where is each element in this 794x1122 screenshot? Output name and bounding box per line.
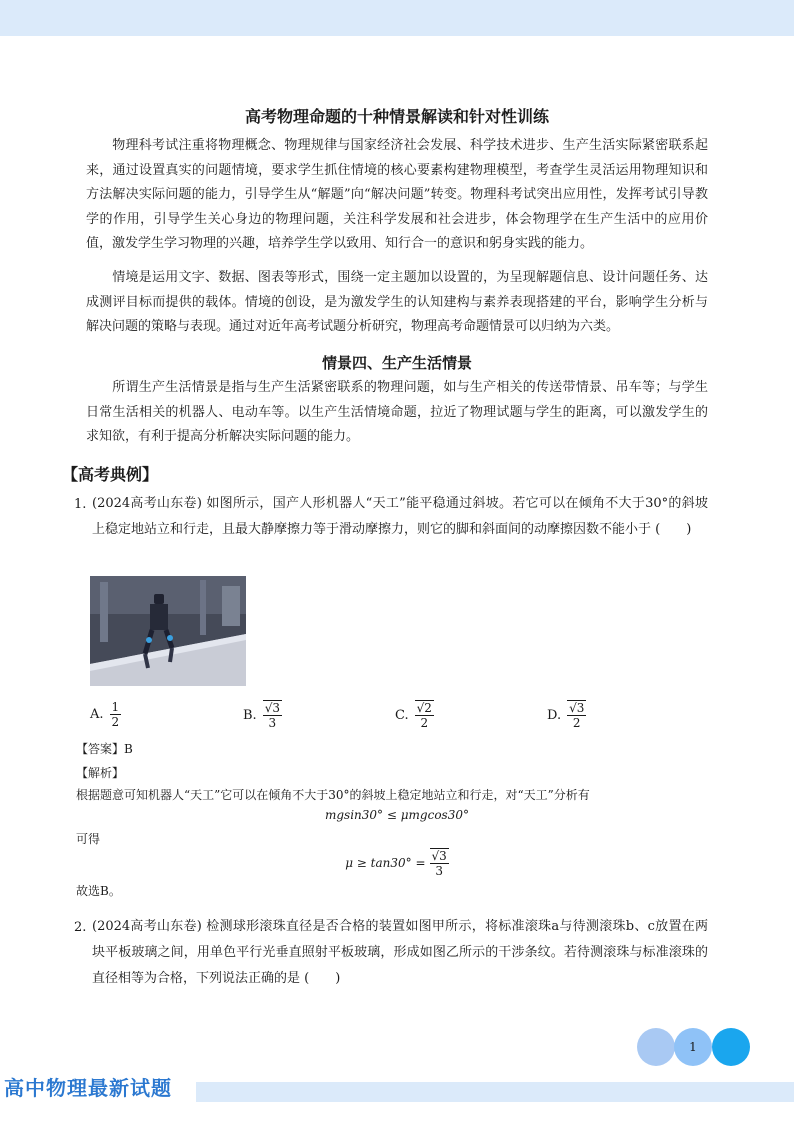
option-b-fraction — [263, 700, 282, 730]
option-a-denominator: 2 — [111, 715, 120, 729]
footer-brand: 高中物理最新试题 — [4, 1076, 172, 1100]
question-1-number: 1. — [74, 497, 87, 512]
option-b[interactable] — [243, 700, 282, 730]
page-dot-right — [712, 1028, 750, 1066]
intro-paragraph-2 — [86, 266, 708, 340]
question-2-number: 2. — [74, 920, 87, 935]
footer-band — [196, 1082, 794, 1102]
option-b-numerator: √3 — [264, 701, 280, 715]
option-a-letter: A. — [90, 707, 104, 722]
page-number: 1 — [689, 1040, 697, 1054]
page-number-badge — [674, 1028, 712, 1066]
option-a-numerator: 1 — [111, 700, 120, 714]
page-dot-left — [637, 1028, 675, 1066]
intro-text-2: 情境是运用文字、数据、图表等形式，围绕一定主题加以设置的，为呈现解题信息、设计问题任务、达成测评目标而提供的载体。情境的创设，是为激发学生的认知建构与素养表现搭建的平台，影响学生分析与解决问题的策略与表现。通过对近年高考试题分析研究，物理高考命题情景可以归纳为六类。 — [86, 270, 708, 334]
scene-description-text: 所谓生产生活情景是指与生产生活紧密联系的物理问题，如与生产相关的传送带情景、吊车等；与学生日常生活相关的机器人、电动车等。以生产生活情境命题，拉近了物理试题与学生的距离，可以激发学生的求知欲，有利于提高分析解决实际问题的能力。 — [86, 380, 708, 444]
option-b-letter: B. — [243, 707, 257, 723]
scene-description — [86, 376, 708, 450]
document-title: 高考物理命题的十种情景解读和针对性训练 — [244, 107, 549, 126]
kede-label: 可得 — [76, 832, 101, 846]
analysis-label: 【解析】 — [76, 766, 125, 780]
formula-result-numerator: √3 — [431, 849, 447, 863]
analysis-text: 根据题意可知机器人“天工”它可以在倾角不大于30°的斜坡上稳定地站立和行走，对“天工”分析有 — [76, 788, 590, 802]
option-d[interactable] — [547, 700, 586, 730]
option-c[interactable] — [395, 700, 434, 730]
option-b-denominator: 3 — [268, 716, 277, 730]
header-band — [0, 0, 794, 36]
formula-friction: mgsin30° ≤ μmgcos30° — [325, 808, 469, 822]
option-d-numerator: √3 — [569, 701, 585, 715]
option-d-denominator: 2 — [572, 716, 581, 730]
option-a-fraction — [110, 700, 122, 729]
option-c-fraction — [415, 700, 434, 730]
scene-title: 情景四、生产生活情景 — [321, 354, 472, 372]
option-c-denominator: 2 — [420, 716, 429, 730]
question-1-text: (2024高考山东卷) 如图所示，国产人形机器人“天工”能平稳通过斜坡。若它可以在倾角不大于30°的斜坡上稳定地站立和行走，且最大静摩擦力等于滑动摩擦力，则它的脚和斜面间的动摩擦因数不能小于 ( ) — [92, 496, 708, 537]
formula-result-left: μ ≥ tan30° = — [345, 856, 426, 870]
intro-paragraph-1 — [86, 134, 708, 257]
formula-result-fraction — [430, 848, 449, 878]
robot-slope-photo — [90, 576, 246, 686]
option-a[interactable] — [90, 700, 121, 729]
formula-result — [0, 848, 794, 878]
answer-label: 【答案】B — [76, 742, 133, 756]
option-d-letter: D. — [547, 707, 562, 723]
option-d-fraction — [567, 700, 586, 730]
option-c-letter: C. — [395, 707, 409, 723]
section-heading: 【高考典例】 — [62, 465, 159, 484]
formula-result-denominator: 3 — [435, 864, 443, 878]
question-2-text: (2024高考山东卷) 检测球形滚珠直径是否合格的装置如图甲所示，将标准滚珠a与待测滚珠b、c放置在两块平板玻璃之间，用单色平行光垂直照射平板玻璃，形成如图乙所示的干涉条纹。若待测滚珠与标准滚珠的直径相等为合格，下列说法正确的是 ( ) — [92, 919, 708, 986]
conclusion: 故选B。 — [76, 884, 121, 898]
option-c-numerator: √2 — [416, 701, 432, 715]
intro-text-1: 物理科考试注重将物理概念、物理规律与国家经济社会发展、科学技术进步、生产生活实际紧密联系起来，通过设置真实的问题情境，要求学生抓住情境的核心要素构建物理模型，考查学生灵活运用物理知识和方法解决实际问题的能力，引导学生从“解题”向“解决问题”转变。物理科考试突出应用性，发挥考试引导教学的作用，引导学生关心身边的物理问题，关注科学发展和社会进步，体会物理学在生产生活中的应用价值，激发学生学习物理的兴趣，培养学生学以致用、知行合一的意识和躬身实践的能力。 — [86, 138, 708, 251]
